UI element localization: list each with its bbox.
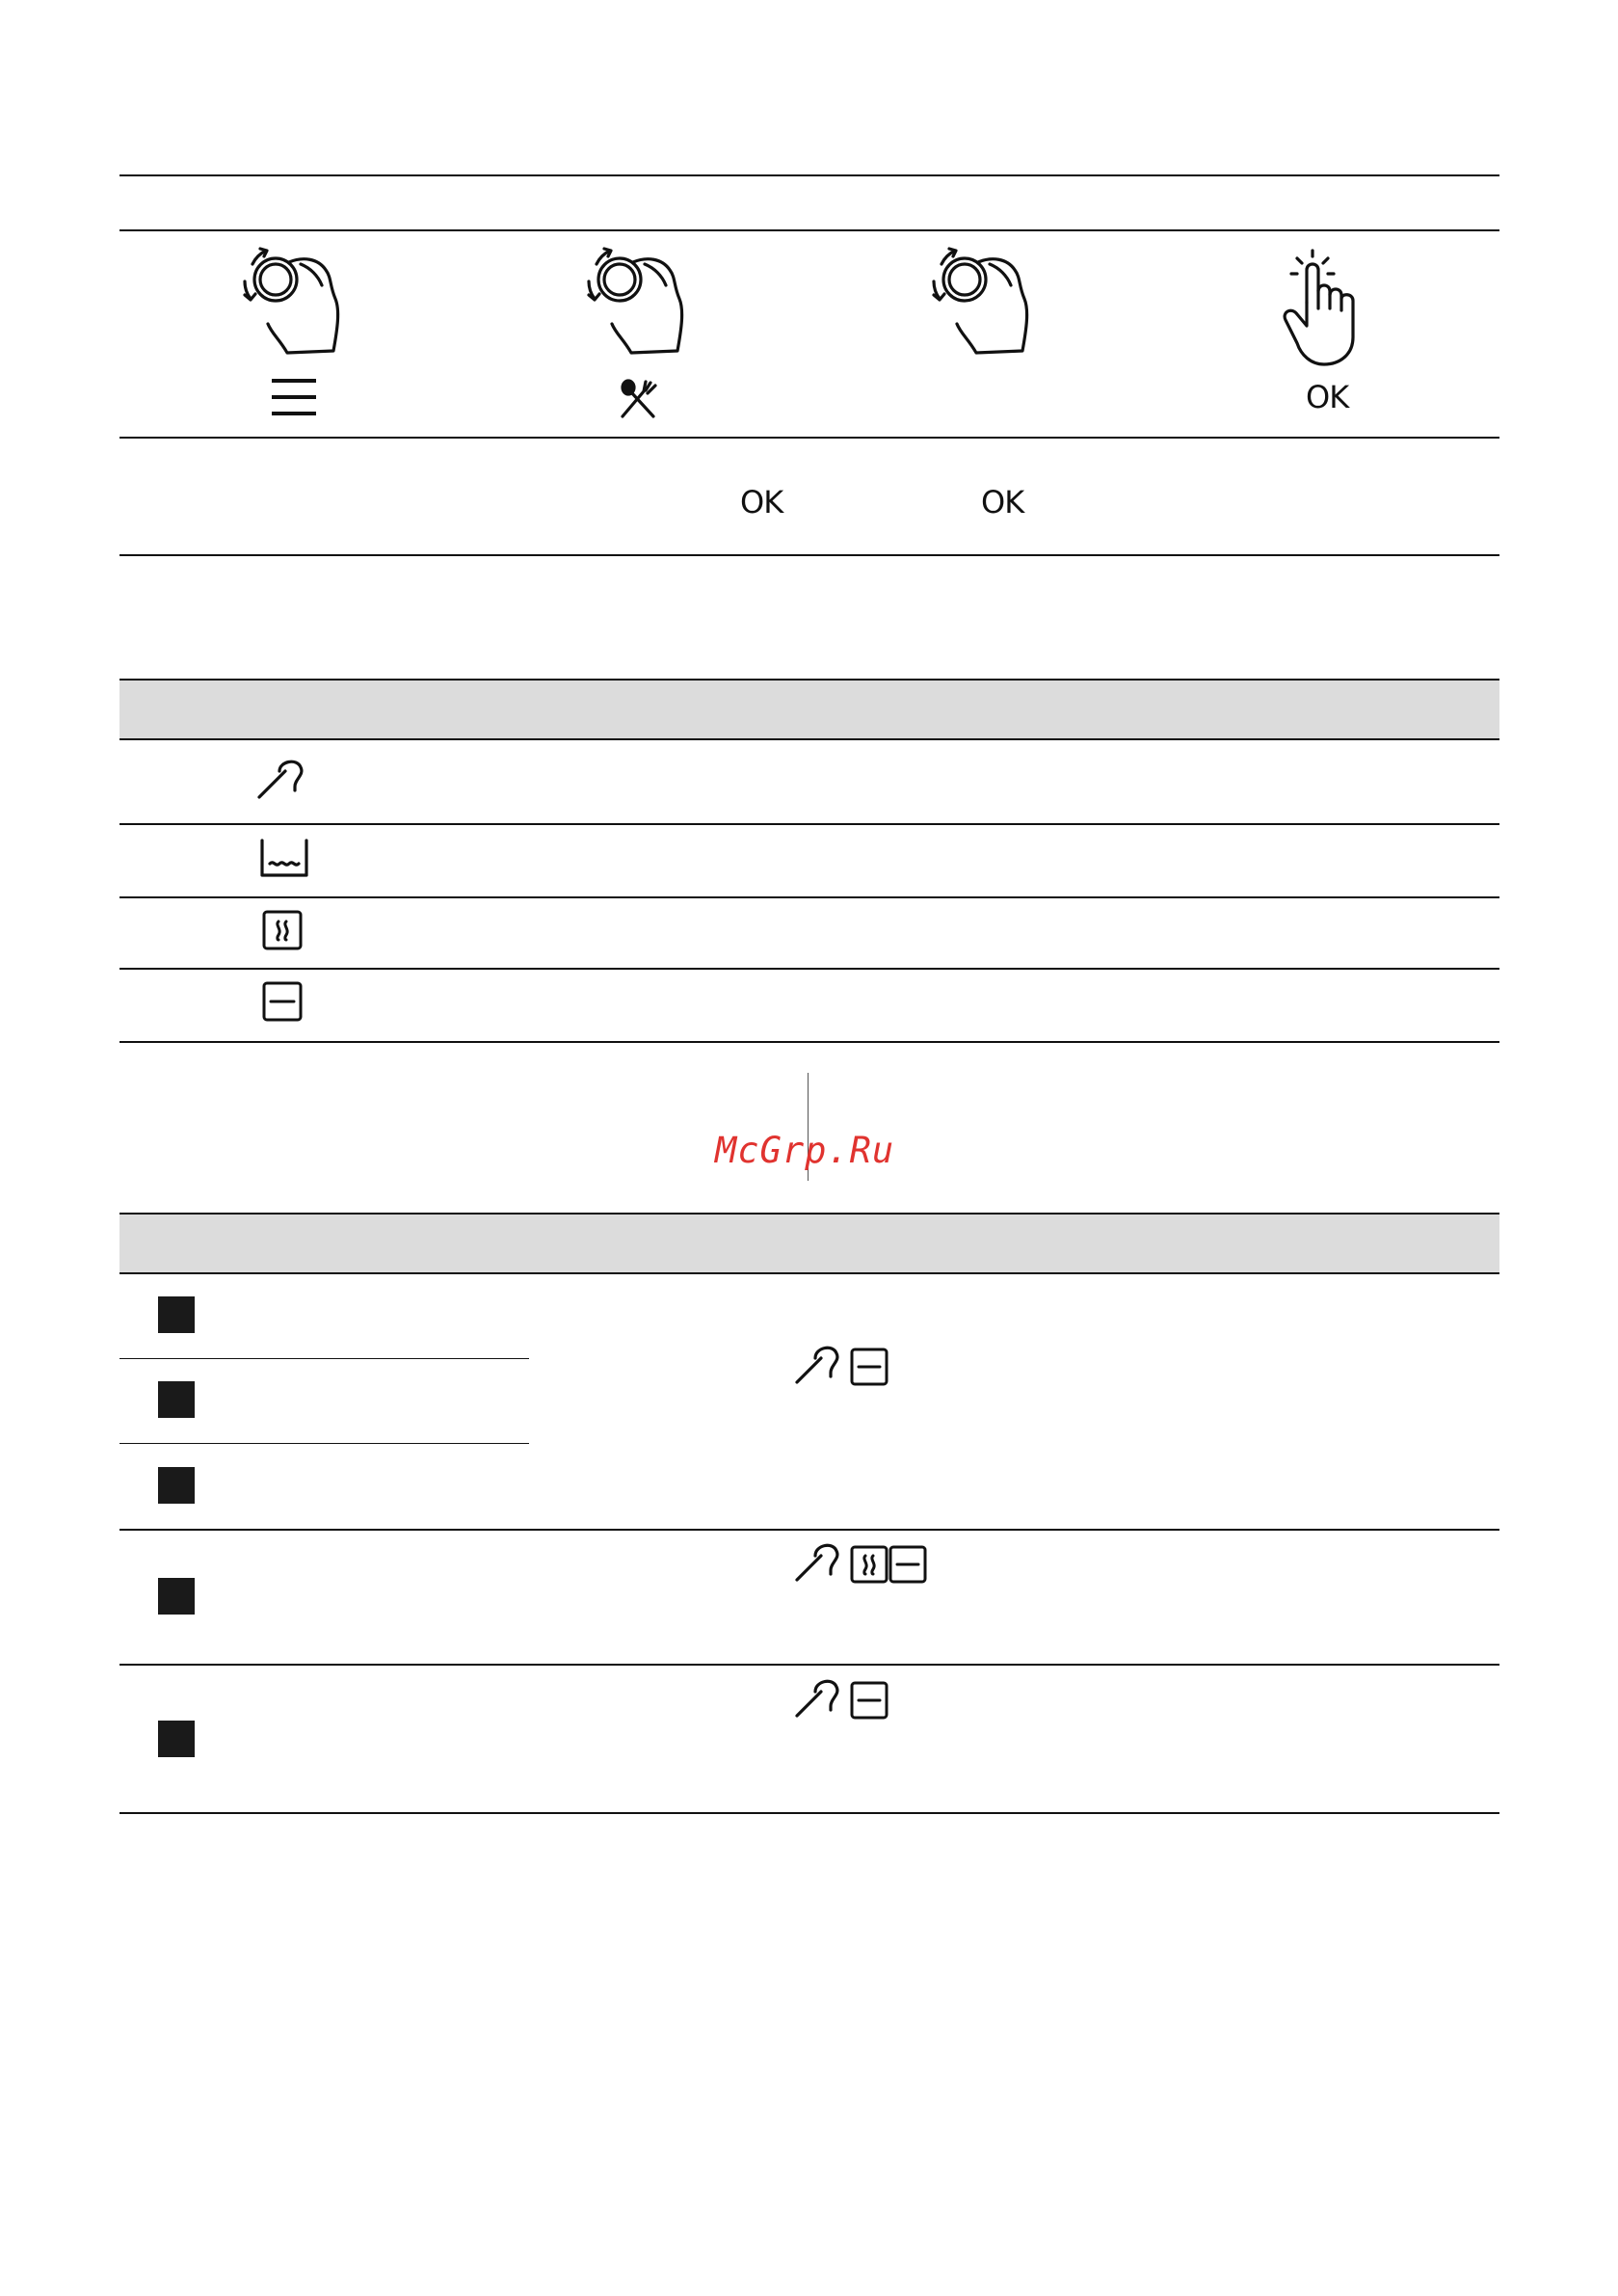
- combinations-row-rule: [119, 1664, 1499, 1666]
- steam-heating-icon: [262, 910, 303, 950]
- water-tank-icon: [260, 839, 308, 877]
- combinations-table-bottom-rule: [119, 1812, 1499, 1814]
- combinations-table-header: [119, 1213, 1499, 1274]
- shelf-level-marker: [158, 1721, 195, 1757]
- steam-heating-icon: [850, 1545, 889, 1584]
- bottom-heat-icon: [889, 1545, 927, 1584]
- shelf-level-marker: [158, 1578, 195, 1615]
- core-temperature-sensor-icon: [256, 758, 312, 800]
- steps-table-mid-rule: [119, 437, 1499, 439]
- steps-table-top-rule: [119, 174, 1499, 176]
- shelf-level-marker: [158, 1296, 195, 1333]
- turn-knob-hand-icon: [575, 243, 691, 368]
- symbols-row-rule: [119, 896, 1499, 898]
- press-finger-icon: [1280, 249, 1366, 368]
- symbols-table-bottom-rule: [119, 1041, 1499, 1043]
- shelf-level-marker: [158, 1467, 195, 1504]
- ok-label-instruction: OK: [740, 484, 783, 521]
- steps-table-bottom-rule: [119, 554, 1499, 556]
- bottom-heat-icon: [850, 1681, 889, 1720]
- ok-label-step: OK: [1306, 379, 1349, 415]
- symbols-row-rule: [119, 823, 1499, 825]
- cutlery-icon: [619, 380, 657, 418]
- combinations-subrow-rule: [119, 1443, 529, 1444]
- core-temperature-sensor-icon: [794, 1540, 848, 1583]
- menu-icon: [272, 378, 316, 416]
- shelf-level-marker: [158, 1381, 195, 1418]
- symbols-row-rule: [119, 968, 1499, 970]
- combinations-row-rule: [119, 1529, 1499, 1531]
- ok-label-instruction: OK: [981, 484, 1024, 521]
- core-temperature-sensor-icon: [794, 1676, 848, 1719]
- steps-table-header-rule: [119, 229, 1499, 231]
- symbols-table-header: [119, 679, 1499, 740]
- bottom-heat-icon: [850, 1348, 889, 1386]
- combinations-subrow-rule: [119, 1358, 529, 1359]
- core-temperature-sensor-icon: [794, 1343, 848, 1385]
- bottom-heat-icon: [262, 981, 303, 1022]
- turn-knob-hand-icon: [231, 243, 347, 368]
- watermark: McGrp.Ru: [715, 1130, 895, 1171]
- turn-knob-hand-icon: [920, 243, 1036, 368]
